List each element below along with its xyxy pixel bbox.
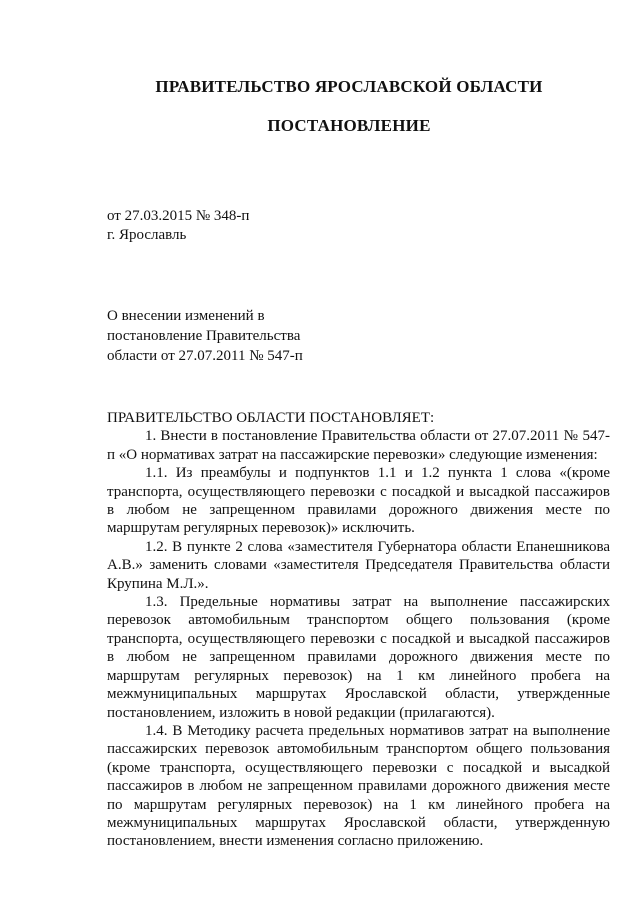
subject-line: О внесении изменений в [107,308,265,324]
paragraph-1-4: 1.4. В Методику расчета предельных нормативов затрат на выполнение пассажирских перевозок автомобильным транспортом общего пользования (кроме транспорта, осуществляющего перевозки с посадкой и высадкой пассажиров в любом не запрещенном правилами дорожного движения месте по маршрутам регулярных перевозок) на 1 км линейного пробега на межмуниципальных маршрутах Ярославской области, утвержденную постановлением, внести изменения согласно приложению. [107,722,610,850]
subject-line: области от 27.07.2011 № 547-п [107,348,303,364]
document-date-number: от 27.03.2015 № 348-п [107,208,250,224]
document-type: ПОСТАНОВЛЕНИЕ [267,116,431,135]
preamble: ПРАВИТЕЛЬСТВО ОБЛАСТИ ПОСТАНОВЛЯЕТ: [107,410,435,426]
document-subject [107,306,303,366]
document-body [107,409,610,851]
subject-line: постановление Правительства [107,328,301,344]
paragraph-1-2: 1.2. В пункте 2 слова «заместителя Губернатора области Епанешникова А.В.» заменить словами «заместителя Председателя Правительства области Крупина М.Л.». [107,538,610,592]
paragraph-1-3: 1.3. Предельные нормативы затрат на выполнение пассажирских перевозок автомобильным транспортом общего пользования (кроме транспорта, осуществляющего перевозки с посадкой и высадкой пассажиров в любом не запрещенном правилами дорожного движения месте по маршрутам регулярных перевозок) на 1 км линейного пробега на межмуниципальных маршрутах Ярославской области, утвержденные постановлением, изложить в новой редакции (прилагаются). [107,594,610,721]
paragraph-1: 1. Внести в постановление Правительства области от 27.07.2011 № 547-п «О нормативах затрат на пассажирские перевозки» следующие изменения: [107,428,610,463]
paragraph-1-1: 1.1. Из преамбулы и подпунктов 1.1 и 1.2 пункта 1 слова «(кроме транспорта, осуществляющего перевозки с посадкой и высадкой пассажиров в любом не запрещенном правилами дорожного движения месте по маршрутам регулярных перевозок)» исключить. [107,465,610,537]
document-city: г. Ярославль [107,227,187,243]
government-title: ПРАВИТЕЛЬСТВО ЯРОСЛАВСКОЙ ОБЛАСТИ [155,77,543,96]
